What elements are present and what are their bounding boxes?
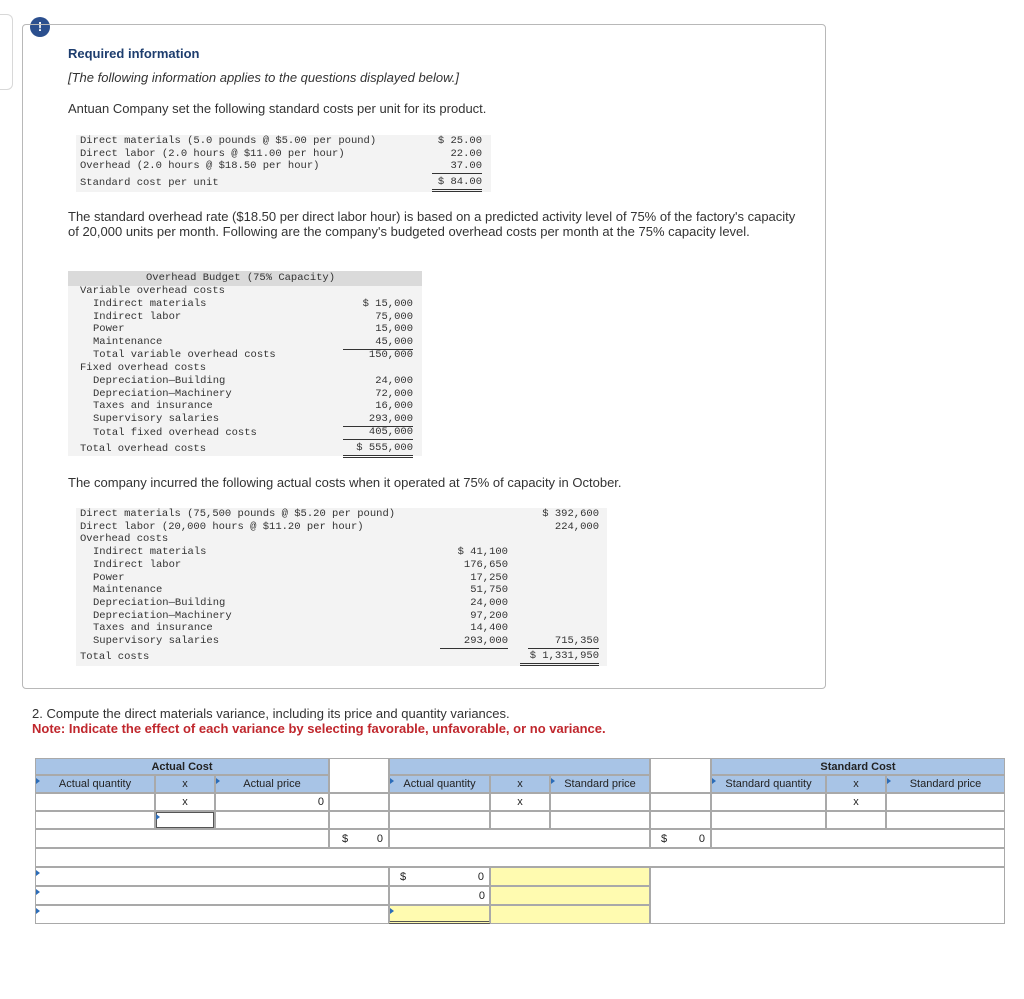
- dropdown-flag-icon: [36, 778, 40, 784]
- standard-quantity-label: Standard quantity: [711, 775, 826, 793]
- budget-item-value: $ 15,000: [362, 298, 413, 310]
- standard-cost-header: Standard Cost: [711, 758, 1005, 775]
- std-cost-label: Direct materials (5.0 pounds @ $5.00 per pound): [80, 135, 377, 147]
- total-overhead-value: $ 555,000: [343, 442, 413, 458]
- dollar-sign: $: [400, 871, 407, 883]
- variance-label-input[interactable]: [35, 867, 389, 886]
- dollar-sign: $: [661, 833, 668, 845]
- variable-heading: Variable overhead costs: [80, 285, 225, 297]
- dropdown-flag-icon: [390, 778, 394, 784]
- blank-cell: [389, 829, 650, 848]
- dropdown-flag-icon: [36, 889, 40, 895]
- blank-cell: [389, 811, 490, 829]
- budget-item-label: Taxes and insurance: [93, 400, 213, 412]
- budget-item-label: Indirect labor: [93, 311, 182, 323]
- blank-cell: [35, 811, 155, 829]
- blank-cell: [650, 867, 1005, 924]
- actual-item-value: 24,000: [470, 597, 508, 609]
- variance-amount-input[interactable]: [389, 905, 490, 924]
- actual-quantity-label: Actual quantity: [389, 775, 490, 793]
- blank-cell: [490, 811, 550, 829]
- dropdown-flag-icon: [712, 778, 716, 784]
- header-cell: [389, 758, 650, 775]
- actual-item-value: 14,400: [470, 622, 508, 634]
- dropdown-flag-icon: [216, 778, 220, 784]
- actual-cost-total-value: 0: [376, 833, 383, 845]
- dollar-sign: $: [342, 833, 349, 845]
- standard-price-input[interactable]: [550, 793, 650, 811]
- actual-item-label: Supervisory salaries: [93, 635, 220, 647]
- variance-label-input[interactable]: [35, 905, 389, 924]
- spacer-cell: [650, 758, 711, 793]
- std-cost-value: $ 25.00: [437, 135, 482, 147]
- actual-quantity-label: Actual quantity: [35, 775, 155, 793]
- budget-item-value: 293,000: [343, 413, 413, 427]
- actual-item-value: $ 41,100: [457, 546, 508, 558]
- blank-cell: [711, 829, 1005, 848]
- actual-item-label: Indirect materials: [93, 546, 207, 558]
- total-fixed-value: 405,000: [343, 426, 413, 440]
- total-costs-value: $ 1,331,950: [520, 650, 599, 666]
- side-panel-tab: [0, 14, 13, 90]
- actual-item-value: 176,650: [463, 559, 508, 571]
- overhead-rate-paragraph: The standard overhead rate ($18.50 per direct labor hour) is based on a predicted activity level of 75% of the factory's capacity of 20,000 units per month. Following are the company's budgeted overhead costs per month at the 75% capacity level.: [68, 209, 796, 239]
- total-fixed-label: Total fixed overhead costs: [93, 427, 257, 439]
- actual-cost-total: [329, 829, 389, 848]
- actual-item-label: Depreciation—Machinery: [93, 610, 232, 622]
- variance-amount-value: 0: [389, 886, 490, 905]
- fixed-heading: Fixed overhead costs: [80, 362, 207, 374]
- required-information-subtitle: [The following information applies to the questions displayed below.]: [68, 70, 459, 85]
- dropdown-flag-icon: [887, 778, 891, 784]
- actual-item-value: 51,750: [470, 584, 508, 596]
- overhead-costs-heading: Overhead costs: [80, 533, 169, 545]
- spacer-cell: [650, 793, 711, 811]
- budget-item-label: Supervisory salaries: [93, 413, 220, 425]
- budget-item-label: Depreciation—Building: [93, 375, 226, 387]
- standard-price-label: Standard price: [550, 775, 650, 793]
- actual-dl-label: Direct labor (20,000 hours @ $11.20 per hour): [80, 521, 364, 533]
- blank-cell: [215, 811, 329, 829]
- times-symbol: x: [155, 775, 215, 793]
- budget-item-value: 75,000: [375, 311, 413, 323]
- actual-costs-paragraph: The company incurred the following actual costs when it operated at 75% of capacity in October.: [68, 475, 622, 490]
- actual-item-label: Maintenance: [93, 584, 163, 596]
- spacer-row: [35, 848, 1005, 867]
- question-note: Note: Indicate the effect of each variance by selecting favorable, unfavorable, or no variance.: [32, 721, 606, 736]
- spacer-cell: [329, 758, 389, 793]
- variance-amount-value: 0: [477, 871, 484, 883]
- actual-item-label: Taxes and insurance: [93, 622, 213, 634]
- budget-item-label: Depreciation—Machinery: [93, 388, 232, 400]
- dropdown-flag-icon: [36, 908, 40, 914]
- actual-dm-label: Direct materials (75,500 pounds @ $5.20 per pound): [80, 508, 396, 520]
- selected-input-cell[interactable]: [155, 811, 215, 829]
- actual-price-label: Actual price: [215, 775, 329, 793]
- dropdown-flag-icon: [36, 870, 40, 876]
- std-cost-total-value: $ 84.00: [432, 176, 482, 192]
- total-overhead-label: Total overhead costs: [80, 443, 207, 455]
- spacer-cell: [329, 793, 389, 811]
- times-symbol: x: [490, 793, 550, 811]
- times-symbol: x: [490, 775, 550, 793]
- variance-label-input[interactable]: [35, 886, 389, 905]
- standard-cost-total: [650, 829, 711, 848]
- overhead-total-value: 715,350: [528, 635, 599, 649]
- total-costs-label: Total costs: [80, 651, 150, 663]
- std-cost-value: 37.00: [432, 160, 482, 174]
- std-cost-label: Direct labor (2.0 hours @ $11.00 per hour): [80, 148, 345, 160]
- times-symbol: x: [826, 793, 886, 811]
- standard-price-label: Standard price: [886, 775, 1005, 793]
- blank-cell: [711, 811, 826, 829]
- actual-quantity-input[interactable]: [389, 793, 490, 811]
- intro-text: Antuan Company set the following standard costs per unit for its product.: [68, 101, 487, 116]
- variance-effect-select[interactable]: [490, 886, 650, 905]
- overhead-budget-title: Overhead Budget (75% Capacity): [146, 272, 336, 284]
- blank-cell: [550, 811, 650, 829]
- variance-effect-select[interactable]: [490, 867, 650, 886]
- budget-item-label: Indirect materials: [93, 298, 207, 310]
- times-symbol: x: [155, 793, 215, 811]
- budget-item-label: Power: [93, 323, 125, 335]
- actual-item-value: 97,200: [470, 610, 508, 622]
- spacer-cell: [329, 811, 389, 829]
- standard-price-input[interactable]: [886, 793, 1005, 811]
- actual-quantity-input[interactable]: [35, 793, 155, 811]
- actual-item-label: Power: [93, 572, 125, 584]
- alert-icon: !: [30, 17, 50, 37]
- actual-item-value: 293,000: [440, 635, 508, 649]
- blank-cell: [886, 811, 1005, 829]
- dropdown-flag-icon: [551, 778, 555, 784]
- std-cost-value: 22.00: [450, 148, 482, 160]
- standard-cost-total-value: 0: [698, 833, 705, 845]
- budget-item-value: 45,000: [343, 336, 413, 350]
- actual-price-input[interactable]: 0: [215, 793, 329, 811]
- variance-amount: [389, 867, 490, 886]
- variance-effect-select[interactable]: [490, 905, 650, 924]
- blank-cell: [826, 811, 886, 829]
- actual-cost-header: Actual Cost: [35, 758, 329, 775]
- dropdown-flag-icon: [156, 814, 160, 820]
- std-cost-total-label: Standard cost per unit: [80, 177, 219, 189]
- budget-item-value: 15,000: [375, 323, 413, 335]
- question-title: 2. Compute the direct materials variance, including its price and quantity variances.: [32, 706, 510, 721]
- total-variable-value: 150,000: [368, 349, 413, 361]
- actual-item-value: 17,250: [470, 572, 508, 584]
- budget-item-value: 16,000: [375, 400, 413, 412]
- standard-quantity-input[interactable]: [711, 793, 826, 811]
- spacer-cell: [650, 811, 711, 829]
- budget-item-label: Maintenance: [93, 336, 163, 348]
- budget-item-value: 72,000: [375, 388, 413, 400]
- total-variable-label: Total variable overhead costs: [93, 349, 276, 361]
- actual-dl-value: 224,000: [554, 521, 599, 533]
- actual-item-label: Indirect labor: [93, 559, 182, 571]
- budget-item-value: 24,000: [375, 375, 413, 387]
- actual-dm-value: $ 392,600: [542, 508, 599, 520]
- times-symbol: x: [826, 775, 886, 793]
- std-cost-label: Overhead (2.0 hours @ $18.50 per hour): [80, 160, 320, 172]
- blank-cell: [35, 829, 329, 848]
- dropdown-flag-icon: [390, 908, 394, 914]
- required-information-title: Required information: [68, 46, 200, 61]
- actual-item-label: Depreciation—Building: [93, 597, 226, 609]
